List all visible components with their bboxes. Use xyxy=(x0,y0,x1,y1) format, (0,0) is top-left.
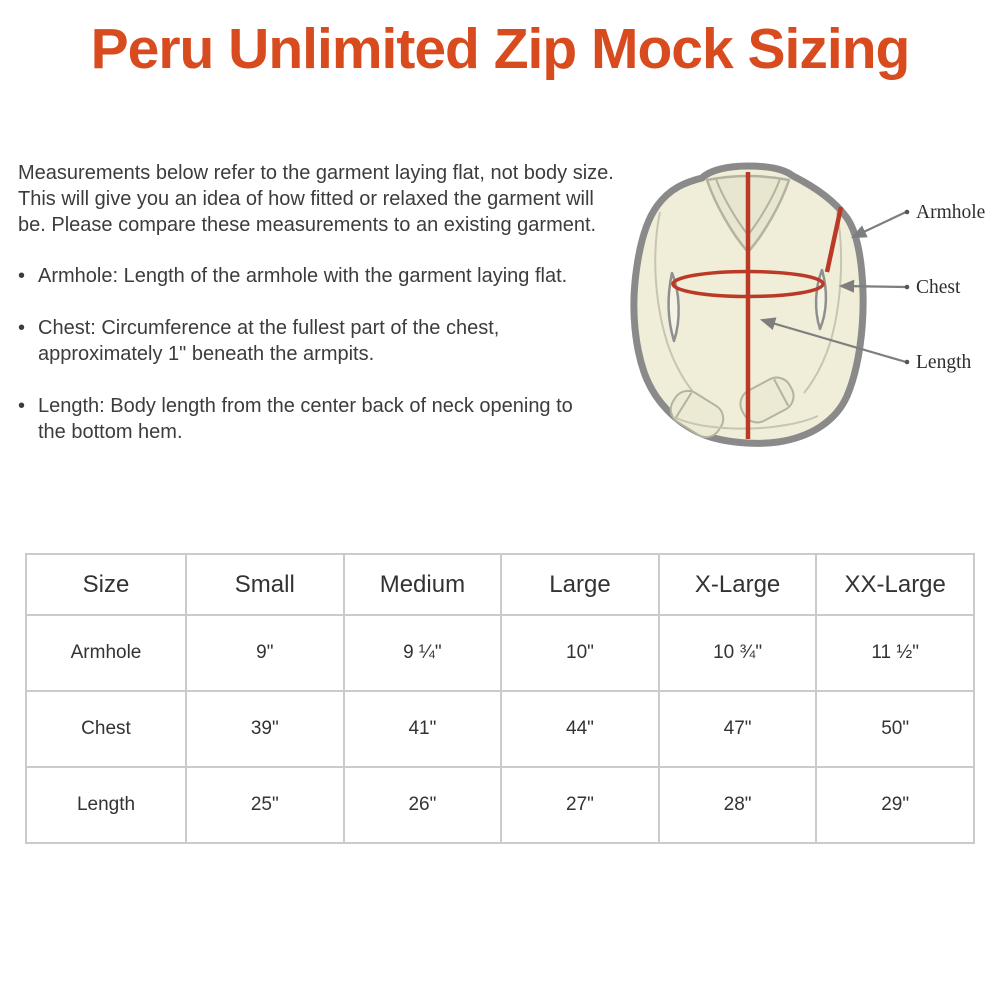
value-cell: 47" xyxy=(659,691,817,767)
value-cell: 28" xyxy=(659,767,817,843)
value-cell: 44" xyxy=(501,691,659,767)
bullet-chest-definition xyxy=(18,315,606,367)
table-row-length xyxy=(26,767,974,843)
value-cell: 41" xyxy=(344,691,502,767)
chest-arrow xyxy=(841,286,906,287)
table-row-armhole xyxy=(26,615,974,691)
value-cell: 10 ¾" xyxy=(659,615,817,691)
column-header-xlarge: X-Large xyxy=(659,554,817,615)
value-cell: 10" xyxy=(501,615,659,691)
bullet-chest-text: Chest: Circumference at the fullest part of the chest, approximately 1" beneath the armpits. xyxy=(38,317,500,365)
bullet-icon: • xyxy=(18,317,26,339)
value-cell: 9 ¼" xyxy=(344,615,502,691)
bullet-icon: • xyxy=(18,265,26,287)
bullet-armhole-text: Armhole: Length of the armhole with the garment laying flat. xyxy=(38,265,568,287)
value-cell: 11 ½" xyxy=(816,615,974,691)
intro-paragraph xyxy=(18,160,658,238)
page-title: Peru Unlimited Zip Mock Sizing xyxy=(90,17,910,81)
column-header-xxlarge: XX-Large xyxy=(816,554,974,615)
measurement-definitions xyxy=(18,263,606,471)
column-header-size: Size xyxy=(26,554,186,615)
garment-measurement-diagram xyxy=(610,150,995,450)
intro-line-2: This will give you an idea of how fitted or relaxed the garment will xyxy=(18,188,594,210)
length-callout-label: Length xyxy=(916,352,972,373)
value-cell: 27" xyxy=(501,767,659,843)
column-header-small: Small xyxy=(186,554,344,615)
bullet-icon: • xyxy=(18,395,26,417)
bullet-armhole-definition xyxy=(18,263,606,289)
armhole-callout-label: Armhole xyxy=(916,202,986,223)
armhole-arrow xyxy=(853,212,906,237)
chest-arrow-dot xyxy=(905,285,910,290)
column-header-medium: Medium xyxy=(344,554,502,615)
intro-line-3: be. Please compare these measurements to an existing garment. xyxy=(18,214,597,236)
chest-callout-label: Chest xyxy=(916,277,961,298)
sizing-table xyxy=(25,553,975,844)
value-cell: 50" xyxy=(816,691,974,767)
value-cell: 9" xyxy=(186,615,344,691)
table-header-row xyxy=(26,554,974,615)
bullet-length-definition xyxy=(18,393,606,445)
row-label: Chest xyxy=(26,691,186,767)
table-row-chest xyxy=(26,691,974,767)
value-cell: 26" xyxy=(344,767,502,843)
armhole-arrow-dot xyxy=(905,210,910,215)
row-label: Armhole xyxy=(26,615,186,691)
bullet-length-text: Length: Body length from the center back of neck opening to the bottom hem. xyxy=(38,395,573,443)
length-arrow-dot xyxy=(905,360,910,365)
value-cell: 29" xyxy=(816,767,974,843)
intro-line-1: Measurements below refer to the garment laying flat, not body size. xyxy=(18,162,614,184)
value-cell: 39" xyxy=(186,691,344,767)
column-header-large: Large xyxy=(501,554,659,615)
row-label: Length xyxy=(26,767,186,843)
value-cell: 25" xyxy=(186,767,344,843)
